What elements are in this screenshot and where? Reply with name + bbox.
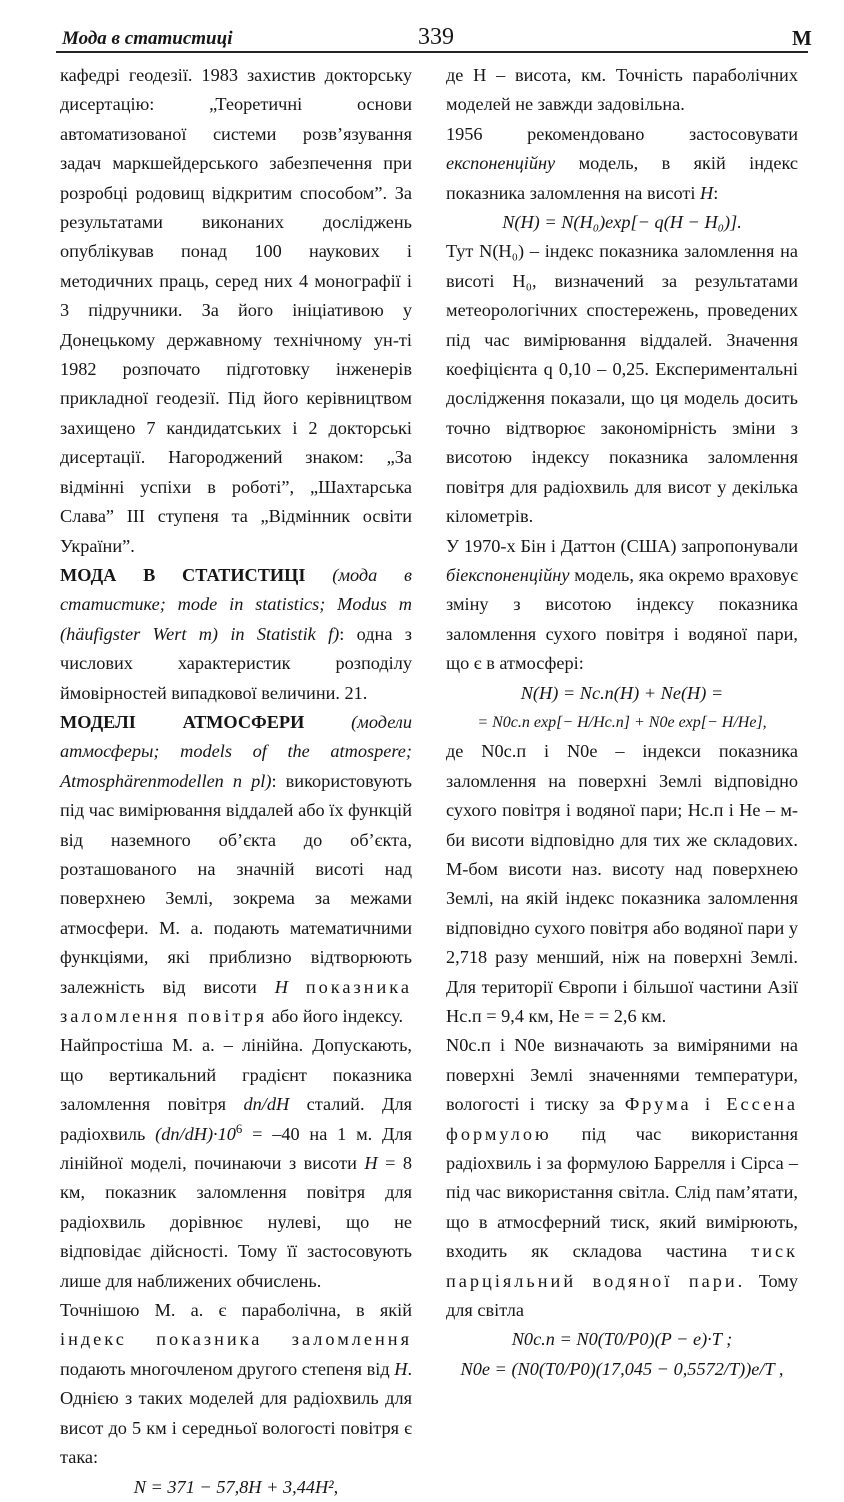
formula-parabolic: N = 371 − 57,8H + 3,44H², [133,1476,339,1497]
spaced-term: індекс показника заломлення [60,1329,412,1350]
section-letter: М [792,26,812,50]
text-run: N0с.п і N0e визначають за виміряними на поверхні Землі значеннями температури, вологості і тиску за [446,1035,798,1115]
header-rule [56,51,808,53]
text-run: модель, в якій індекс показника заломлення на висоті [446,153,798,203]
spaced-term: показника заломлення повітря [60,976,412,1026]
paragraph-scales: де N0с.п і N0e – індекси показника заломлення на поверхні Землі відповідно сухого повітря і водяної пари; Hс.п і He – м-би висоти відповідно для тих же складових. М-бом висоти наз. висоту над поверхнею Землі, на якій індекс показника заломлення відповідно сухого повітря або водяної пари у 2,718 разу менший, ніж на поверхні Землі. Для території Європи і більшої частини Азії Hс.п = 9,4 км, He = = 2,6 км. [446,741,798,1026]
entry-translations: (модели атмосферы; models of the atmospere; Atmosphärenmodellen n pl) [60,711,412,791]
italic-term: біекспоненційну [446,564,570,585]
entry-models [60,708,412,1031]
text-run: Тому для світла [446,1270,798,1321]
text-run: = 8 км, показник заломлення повітря для радіохвиль дорівнює нулеві, що не відповідає дійсності. Тому її застосовують лише для наближених обчислень. [60,1153,412,1291]
entry-moda [60,561,412,708]
paragraph-linear [60,1031,412,1296]
text-run: У 1970-х Бін і Даттон (США) запропонували [446,535,798,556]
entry-definition: : одна з числових характеристик розподілу ймовірностей випадкової величини. 21. [60,623,412,703]
italic-term: експоненційну [446,153,556,174]
formula-exponential: N(H) = N(H₀)exp[− q(H − H₀)]. [502,212,742,233]
text-run: сталий. Для радіохвиль [60,1094,412,1144]
paragraph-biexponential [446,532,798,679]
spaced-term: Фрума і Ессена формулою [446,1094,798,1144]
entry-translations: (мода в статистике; mode in statistics; Modus m (häufigster Wert m) in Statistik f) [60,564,412,644]
paragraph-exponential: 1956 рекомендовано застосовувати експоненційну модель, в якій індекс показника заломлення на висоті H: [446,123,798,203]
spaced-term: тиск парціяльний водяної пари. [446,1241,798,1291]
symbol-h: H [700,182,714,203]
left-column [60,61,412,1502]
entry-term: МОДА В СТАТИСТИЦІ [60,564,306,585]
entry-term: МОДЕЛІ АТМОСФЕРИ [60,711,305,732]
symbol-h: H [274,976,288,997]
paragraph-parabolic: Точнішою М. а. є параболічна, в якій індекс показника заломлення подають многочленом другого степеня від H. Однією з таких моделей для радіохвиль для висот до 5 км і середньої вологості повітря є така: [60,1300,413,1468]
gradient-symbol: dn/dH [243,1094,290,1115]
paragraph-accuracy: де H – висота, км. Точність параболічних моделей не завжди задовільна. [446,65,798,115]
exponent: 6 [235,1121,243,1136]
entry-tail: або його індексу. [271,1006,404,1026]
paragraph-surface-values [446,1031,798,1325]
gradient-expression: (dn/dH)·10 [155,1123,236,1144]
text-run: = –40 на 1 м. Для лінійної моделі, починаючи з висоти [60,1123,413,1174]
paragraph-explanation: Тут N(H₀) – індекс показника заломлення на висоті H₀, визначений за результатами метеорологічних спостережень, проведених під час вимірювання віддалей. Значення коефіцієнта q 0,10 – 0,25. Експериментальні дослідження показали, що ця модель досить точно відтворює закономірність зміни з висотою індексу показника заломлення повітря для радіохвиль для висот у декілька кілометрів. [446,241,798,527]
symbol-h: H [364,1153,378,1174]
text-run: 1956 рекомендовано застосовувати [446,123,798,144]
running-title: Мода в статистиці [62,28,233,49]
page-header [0,0,844,52]
right-column [446,61,798,1384]
text-run: модель, яка окремо враховує зміну з висотою індексу показника заломлення сухого повітря і водяної пари, що є в атмосфері: [446,564,798,674]
entry-definition: : використовують під час вимірювання віддалей або їх функцій від наземного об’єкта до об’єкта, розташованого на значній висоті над поверхнею Землі, зокрема за межами атмосфери. М. а. подають математичними функціями, які приблизно відтворюють залежність від висоти [60,770,412,997]
formula-biexp-line2: = N0с.п exp[− H/Hс.п] + N0e exp[− H/He], [477,713,767,731]
text-run: Найпростіша М. а. – лінійна. Допускають, що вертикальний градієнт показника заломлення повітря [60,1035,412,1115]
formula-biexp-line1: N(H) = Nс.п(H) + Ne(H) = [520,682,724,703]
biography-continuation: кафедрі геодезії. 1983 захистив докторську дисертацію: „Теоретичні основи автоматизованої системи розв’язування задач маркшейдерського забезпечення при розробці родовищ відкритим способом”. За результатами виконаних досліджень опублікував понад 100 наукових і методичних праць, серед них 4 монографії і 3 підручники. За його ініціативою у Донецькому державному технічному ун-ті 1982 розпочато підготовку інженерів прикладної геодезії. Під його керівництвом захищено 7 кандидатських і 2 докторські дисертації. Нагороджений знаком: „За відмінні успіхи в роботі”, „Шахтарська Слава” III ступеня та „Відмінник освіти України”. [60,65,412,556]
symbol-h: H [394,1358,408,1379]
page-number: 339 [418,24,454,50]
text-run: Однією з таких моделей для радіохвиль для висот до 5 км і середньої вологості повітря є така: [60,1388,412,1468]
text-run: під час використання радіохвиль і за формулою Баррелля і Сірса – під час використання світла. Слід пам’ятати, що в атмосферний тиск, який вимірюють, входить як складова частина [446,1123,799,1262]
formula-light-dry: N0с.п = N0(T0/P0)(P − e)·T ; [511,1329,733,1350]
text-run: Точнішою М. а. є параболічна, в якій [60,1300,412,1321]
formula-light-vapour: N0e = (N0(T0/P0)(17,045 − 0,5572/T))e/T , [460,1358,784,1379]
text-run: подають многочленом другого степеня від [60,1358,390,1379]
